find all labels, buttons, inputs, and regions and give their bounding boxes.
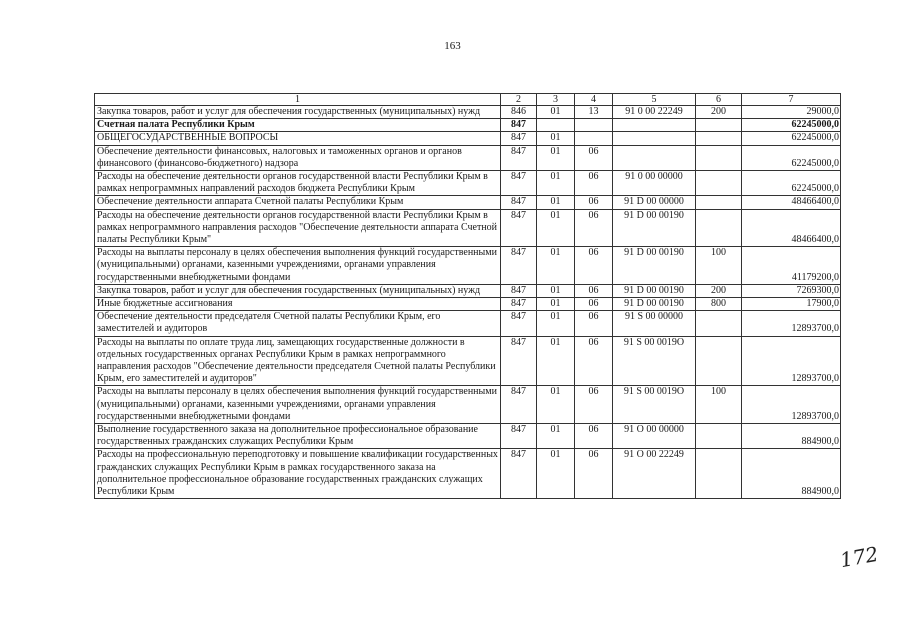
cell-ved: 847 [501, 424, 537, 449]
cell-rz: 01 [537, 132, 575, 145]
cell-rz: 01 [537, 247, 575, 285]
cell-sum: 12893700,0 [742, 386, 841, 424]
cell-rz: 01 [537, 196, 575, 209]
cell-rz: 01 [537, 336, 575, 386]
cell-rz [537, 119, 575, 132]
cell-csr: 91 D 00 00190 [613, 298, 696, 311]
cell-sum: 17900,0 [742, 298, 841, 311]
cell-name: Обеспечение деятельности председателя Счетной палаты Республики Крым, его заместителей и аудиторов [95, 311, 501, 336]
cell-csr: 91 S 00 00000 [613, 311, 696, 336]
cell-csr: 91 O 00 22249 [613, 449, 696, 499]
cell-name: Расходы на выплаты по оплате труда лиц, замещающих государственные должности в отдельных государственных органах Республики Крым в рамках непрограммного направления расходов "Обеспечение деятельности председателя Счетной палаты Республики Крым, его заместителей и аудиторов" [95, 336, 501, 386]
cell-vr [696, 196, 742, 209]
cell-rz: 01 [537, 209, 575, 247]
cell-csr: 91 D 00 00190 [613, 209, 696, 247]
cell-pr: 06 [575, 247, 613, 285]
cell-ved: 847 [501, 298, 537, 311]
table-body [95, 106, 841, 499]
header-cell-vr: 6 [696, 94, 742, 106]
table-row [95, 449, 841, 499]
cell-name: Обеспечение деятельности финансовых, налоговых и таможенных органов и органов финансового (финансово-бюджетного) надзора [95, 145, 501, 170]
cell-csr: 91 S 00 0019O [613, 386, 696, 424]
cell-pr: 06 [575, 298, 613, 311]
table-row [95, 196, 841, 209]
cell-rz: 01 [537, 424, 575, 449]
cell-pr: 06 [575, 209, 613, 247]
cell-sum: 884900,0 [742, 424, 841, 449]
cell-name: Расходы на обеспечение деятельности органов государственной власти Республики Крым в рамках непрограммных направлений расходов бюджета Республики Крым [95, 171, 501, 196]
cell-sum: 884900,0 [742, 449, 841, 499]
cell-vr [696, 449, 742, 499]
cell-pr: 06 [575, 145, 613, 170]
cell-sum: 62245000,0 [742, 145, 841, 170]
cell-rz: 01 [537, 298, 575, 311]
header-cell-pr: 4 [575, 94, 613, 106]
cell-sum: 29000,0 [742, 106, 841, 119]
cell-rz: 01 [537, 386, 575, 424]
cell-ved: 847 [501, 132, 537, 145]
cell-pr: 13 [575, 106, 613, 119]
table-row [95, 132, 841, 145]
cell-rz: 01 [537, 311, 575, 336]
cell-name: Закупка товаров, работ и услуг для обеспечения государственных (муниципальных) нужд [95, 106, 501, 119]
cell-pr: 06 [575, 284, 613, 297]
cell-vr [696, 424, 742, 449]
cell-sum: 62245000,0 [742, 171, 841, 196]
table-row [95, 247, 841, 285]
handwritten-page-note: 172 [838, 541, 880, 573]
cell-csr: 91 0 00 00000 [613, 171, 696, 196]
cell-pr: 06 [575, 336, 613, 386]
cell-sum: 12893700,0 [742, 336, 841, 386]
cell-pr [575, 132, 613, 145]
cell-csr: 91 D 00 00190 [613, 284, 696, 297]
cell-rz: 01 [537, 171, 575, 196]
cell-name: Закупка товаров, работ и услуг для обеспечения государственных (муниципальных) нужд [95, 284, 501, 297]
cell-csr [613, 119, 696, 132]
cell-sum: 48466400,0 [742, 196, 841, 209]
cell-csr: 91 D 00 00190 [613, 247, 696, 285]
cell-vr [696, 119, 742, 132]
cell-sum: 7269300,0 [742, 284, 841, 297]
cell-name: Расходы на профессиональную переподготовку и повышение квалификации государственных гражданских служащих Республики Крым в рамках государственного заказа на дополнительное профессиональное образование государственных гражданских служащих Республики Крым [95, 449, 501, 499]
table-row [95, 171, 841, 196]
cell-pr: 06 [575, 196, 613, 209]
cell-csr [613, 132, 696, 145]
table-row [95, 424, 841, 449]
cell-sum: 48466400,0 [742, 209, 841, 247]
cell-vr [696, 311, 742, 336]
header-row [95, 94, 841, 106]
cell-vr [696, 336, 742, 386]
cell-ved: 847 [501, 386, 537, 424]
table-row [95, 386, 841, 424]
cell-vr: 800 [696, 298, 742, 311]
cell-name: Выполнение государственного заказа на дополнительное профессиональное образование государственных гражданских служащих Республики Крым [95, 424, 501, 449]
cell-vr: 200 [696, 106, 742, 119]
cell-vr: 100 [696, 386, 742, 424]
cell-sum: 62245000,0 [742, 119, 841, 132]
cell-name: ОБЩЕГОСУДАРСТВЕННЫЕ ВОПРОСЫ [95, 132, 501, 145]
cell-pr: 06 [575, 449, 613, 499]
header-cell-sum: 7 [742, 94, 841, 106]
cell-ved: 847 [501, 145, 537, 170]
cell-csr: 91 0 00 22249 [613, 106, 696, 119]
cell-name: Иные бюджетные ассигнования [95, 298, 501, 311]
table-row [95, 119, 841, 132]
cell-ved: 847 [501, 284, 537, 297]
cell-rz: 01 [537, 284, 575, 297]
table-row [95, 298, 841, 311]
cell-ved: 847 [501, 311, 537, 336]
cell-sum: 12893700,0 [742, 311, 841, 336]
cell-rz: 01 [537, 449, 575, 499]
header-cell-name: 1 [95, 94, 501, 106]
header-cell-rz: 3 [537, 94, 575, 106]
cell-name: Обеспечение деятельности аппарата Счетной палаты Республики Крым [95, 196, 501, 209]
table-row [95, 284, 841, 297]
budget-table [94, 93, 841, 499]
cell-name: Счетная палата Республики Крым [95, 119, 501, 132]
cell-csr: 91 D 00 00000 [613, 196, 696, 209]
table-row [95, 336, 841, 386]
table-row [95, 311, 841, 336]
cell-pr: 06 [575, 386, 613, 424]
cell-ved: 847 [501, 247, 537, 285]
cell-ved: 847 [501, 196, 537, 209]
cell-csr: 91 S 00 0019O [613, 336, 696, 386]
cell-csr: 91 O 00 00000 [613, 424, 696, 449]
cell-pr [575, 119, 613, 132]
cell-ved: 847 [501, 119, 537, 132]
cell-ved: 847 [501, 449, 537, 499]
cell-name: Расходы на выплаты персоналу в целях обеспечения выполнения функций государственными (муниципальными) органами, казенными учреждениями, органами управления государственными внебюджетными фондами [95, 247, 501, 285]
page-number: 163 [444, 40, 461, 52]
cell-ved: 847 [501, 209, 537, 247]
cell-vr [696, 145, 742, 170]
cell-vr [696, 132, 742, 145]
table-row [95, 209, 841, 247]
header-cell-ved: 2 [501, 94, 537, 106]
cell-vr: 100 [696, 247, 742, 285]
cell-vr: 200 [696, 284, 742, 297]
cell-sum: 41179200,0 [742, 247, 841, 285]
cell-rz: 01 [537, 145, 575, 170]
cell-pr: 06 [575, 424, 613, 449]
cell-ved: 847 [501, 171, 537, 196]
cell-ved: 847 [501, 336, 537, 386]
cell-vr [696, 209, 742, 247]
table-row [95, 145, 841, 170]
cell-name: Расходы на выплаты персоналу в целях обеспечения выполнения функций государственными (муниципальными) органами, казенными учреждениями, органами управления государственными внебюджетными фондами [95, 386, 501, 424]
cell-pr: 06 [575, 311, 613, 336]
cell-csr [613, 145, 696, 170]
cell-sum: 62245000,0 [742, 132, 841, 145]
cell-vr [696, 171, 742, 196]
cell-ved: 846 [501, 106, 537, 119]
table-row [95, 106, 841, 119]
cell-rz: 01 [537, 106, 575, 119]
header-cell-csr: 5 [613, 94, 696, 106]
cell-name: Расходы на обеспечение деятельности органов государственной власти Республики Крым в рамках непрограммного направления расходов "Обеспечение деятельности аппарата Счетной палаты Республики Крым" [95, 209, 501, 247]
cell-pr: 06 [575, 171, 613, 196]
